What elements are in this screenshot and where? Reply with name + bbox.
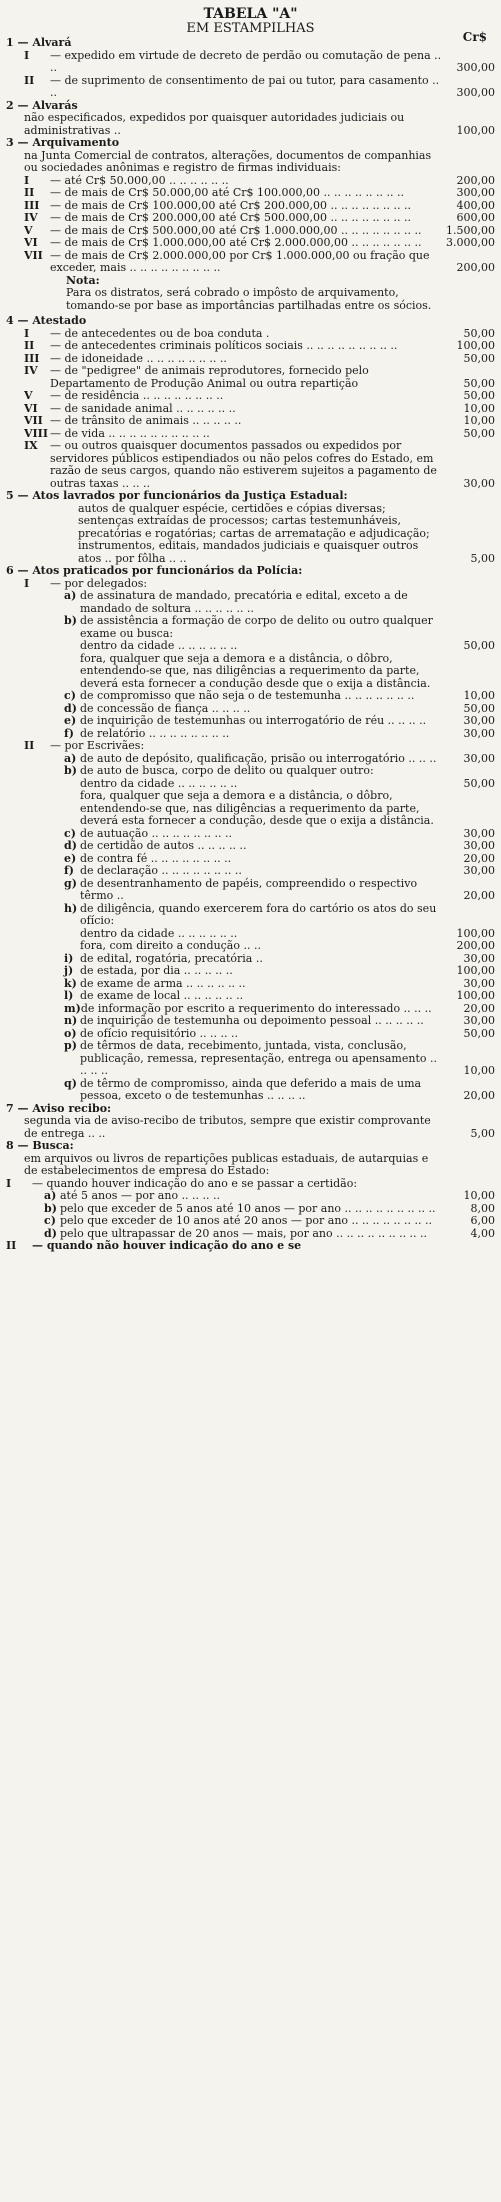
note-label: Nota: (66, 273, 100, 287)
item-text: — de vida .. .. .. .. .. .. .. .. .. .. (50, 426, 210, 440)
item-value: 30,00 (463, 839, 495, 852)
item-letter: c) (64, 826, 76, 840)
item-value: 30,00 (463, 864, 495, 877)
item-text: — ou outros quaisquer documentos passados ou expedidos por servidores públicos estipendiados ou não pelos cofres do Estado, em razão de seus cargos, quando não estiverem sujeitos a pagamento de outras taxas .. .. .. (50, 439, 437, 490)
note-block (6, 275, 495, 313)
section-2-heading: 2 — Alvarás (6, 98, 78, 112)
item-value: 5,00 (470, 551, 495, 565)
roman-numeral: III (24, 351, 40, 365)
item-row (6, 615, 495, 640)
item-letter: a) (44, 1189, 57, 1202)
item-text: não especificados, expedidos por quaisquer autoridades judiciais ou administrativas .. (24, 111, 405, 137)
roman-numeral: VI (24, 236, 38, 249)
item-letter: h) (64, 901, 78, 915)
item-text: — de sanidade animal .. .. .. .. .. .. (50, 401, 236, 415)
item-value: 30,00 (463, 976, 495, 990)
item-text: até 5 anos — por ano .. .. .. .. (60, 1189, 221, 1202)
item-text: de edital, rogatória, precatória .. (80, 951, 263, 965)
item-text: — de suprimento de consentimento de pai ou tutor, para casamento .. .. (50, 73, 440, 99)
roman-numeral: V (24, 389, 33, 402)
item-row (6, 440, 495, 490)
item-value: 20,00 (463, 889, 495, 902)
item-letter: d) (64, 701, 77, 715)
item-text: de têrmos de data, recebimento, juntada, vista, conclusão, publicação, remessa, representação, entrega ou apensamento .. .. .. .. (80, 1039, 437, 1077)
subsection-heading: — por Escrivães: (50, 739, 145, 752)
subsection-heading: — por delegados: (50, 576, 148, 590)
item-text: autos de qualquer espécie, certidões e cópias diversas; sentenças extraídas de processos; cartas testemunháveis, precatórias e rogatórias; cartas de arrematação e adjudicação; instrumentos, editais, mandados judiciais e quaisquer outros atos .. por fôlha .. .. (78, 501, 430, 565)
item-value: 4,00 (470, 1226, 495, 1240)
item-letter: f) (64, 726, 74, 740)
item-text: de informação por escrito a requerimento do interessado .. .. .. (80, 1001, 432, 1015)
item-row (6, 340, 495, 353)
section-8-intro: em arquivos ou livros de repartições publicas estaduais, de autarquias e de estabelecimentos de empresa do Estado: (24, 1151, 429, 1177)
item-text: — até Cr$ 50.000,00 .. .. .. .. .. .. (50, 173, 229, 187)
item-letter: b) (64, 764, 77, 777)
section-1-item (6, 75, 495, 100)
item-row (6, 840, 495, 853)
item-text: de assinatura de mandado, precatória e edital, exceto a de mandado de soltura .. .. .. .. .. .. (80, 589, 408, 615)
item-letter: c) (44, 1214, 56, 1227)
item-text: de diligência, quando exercerem fora do cartório os atos do seu ofício: (80, 901, 437, 927)
item-value: 50,00 (463, 701, 495, 715)
item-value: 50,00 (463, 389, 495, 402)
item-row (6, 590, 495, 615)
section-3-heading: 3 — Arquivamento (6, 136, 120, 149)
section-6-heading: 6 — Atos praticados por funcionários da Polícia: (6, 564, 303, 577)
section-5-heading: 5 — Atos lavrados por funcionários da Justiça Estadual: (6, 489, 348, 502)
item-value: 100,00 (456, 339, 495, 352)
item-row (6, 250, 495, 275)
roman-numeral: II (24, 186, 35, 199)
section-2-item (6, 112, 495, 137)
item-text: de inquirição de testemunha ou depoimento pessoal .. .. .. .. .. (80, 1014, 424, 1027)
item-letter: n) (64, 1014, 78, 1027)
roman-numeral: II (24, 739, 35, 752)
item-value: 50,00 (463, 326, 495, 340)
item-letter: c) (64, 689, 76, 702)
item-text: de têrmo de compromisso, ainda que deferido a mais de uma pessoa, exceto o de testemunhas .. .. .. .. (80, 1076, 422, 1102)
section-1-item (6, 50, 495, 75)
item-letter: l) (64, 989, 74, 1002)
item-row (6, 187, 495, 200)
item-value: 100,00 (456, 989, 495, 1002)
item-value: 20,00 (463, 1001, 495, 1015)
roman-numeral: I (24, 173, 30, 187)
section-7-heading: 7 — Aviso recibo: (6, 1101, 112, 1115)
item-text: — de mais de Cr$ 50.000,00 até Cr$ 100.000,00 .. .. .. .. .. .. .. .. (50, 186, 404, 199)
item-value: 30,00 (463, 1014, 495, 1027)
item-text: fora, com direito a condução .. .. (80, 939, 261, 952)
subsection-without-year (6, 1240, 495, 1253)
item-value: 50,00 (463, 426, 495, 440)
item-text: de desentranhamento de papéis, compreendido o respectivo têrmo .. (80, 876, 418, 902)
item-value: 200,00 (456, 939, 495, 952)
roman-numeral: II (6, 1239, 17, 1252)
item-letter: p) (64, 1039, 77, 1052)
item-text: pelo que exceder de 5 anos até 10 anos — por ano .. .. .. .. .. .. .. .. .. (60, 1201, 436, 1215)
item-row (6, 990, 495, 1003)
item-value: 20,00 (463, 1089, 495, 1102)
item-text: de concessão de fiança .. .. .. .. (80, 701, 251, 715)
roman-numeral: IX (24, 439, 38, 452)
item-value: 10,00 (463, 414, 495, 427)
item-value: 8,00 (470, 1201, 495, 1215)
item-letter: a) (64, 751, 77, 765)
item-text: de auto de depósito, qualificação, prisão ou interrogatório .. .. .. (80, 751, 437, 765)
item-value: 10,00 (463, 689, 495, 702)
item-text: — expedido em virtude de decreto de perdão ou comutação de pena .. .. (50, 48, 442, 74)
item-text: de ofício requisitório .. .. .. .. (80, 1026, 239, 1040)
subsection-heading: — quando não houver indicação do ano e se (32, 1239, 302, 1252)
item-text: de assistência a formação de corpo de delito ou outro qualquer exame ou busca: (80, 614, 433, 640)
item-value: 100,00 (456, 926, 495, 940)
item-value: 30,00 (463, 951, 495, 965)
roman-numeral: II (24, 73, 35, 87)
roman-numeral: VII (24, 414, 43, 427)
item-text: — de residência .. .. .. .. .. .. .. .. (50, 389, 224, 402)
item-value: 10,00 (463, 1189, 495, 1202)
item-value: 10,00 (463, 401, 495, 415)
item-value: 100,00 (456, 964, 495, 977)
item-value: 30,00 (463, 826, 495, 840)
item-letter: k) (64, 976, 77, 990)
item-row (6, 1190, 495, 1203)
section-4-heading: 4 — Atestado (6, 314, 87, 327)
item-letter: q) (64, 1076, 77, 1090)
item-row (6, 940, 495, 953)
item-text: — de mais de Cr$ 2.000.000,00 por Cr$ 1.000.000,00 ou fração que exceder, mais .. .. .. .. .. .. .. .. .. (50, 248, 430, 274)
item-row (6, 690, 495, 703)
item-value: 400,00 (456, 198, 495, 212)
item-text: — de antecedentes ou de boa conduta . (50, 326, 270, 340)
item-value: 200,00 (456, 261, 495, 274)
item-value: 1.500,00 (446, 223, 495, 237)
item-letter: b) (44, 1201, 57, 1215)
item-text: — de mais de Cr$ 200.000,00 até Cr$ 500.000,00 .. .. .. .. .. .. .. .. (50, 211, 411, 224)
section-7-item (6, 1115, 495, 1140)
section-5-item (6, 503, 495, 566)
item-value: 10,00 (463, 1064, 495, 1077)
item-value: 3.000,00 (446, 236, 495, 249)
item-text: — de trânsito de animais .. .. .. .. .. (50, 414, 242, 427)
item-letter: o) (64, 1026, 77, 1040)
roman-numeral: I (6, 1176, 12, 1190)
item-value: 300,00 (456, 61, 495, 74)
item-row (6, 415, 495, 428)
roman-numeral: III (24, 198, 40, 212)
item-text: fora, qualquer que seja a demora e a distância, o dôbro, entendendo-se que, nas diligências a requerimento da parte, deverá esta fornecer a condução desde que o exija a distância. (80, 651, 431, 690)
item-letter: d) (44, 1226, 57, 1240)
item-text: — de antecedentes criminais políticos sociais .. .. .. .. .. .. .. .. .. (50, 339, 398, 352)
item-row (6, 865, 495, 878)
item-text: de inquirição de testemunhas ou interrogatório de réu .. .. .. .. (80, 714, 427, 727)
item-text: pelo que ultrapassar de 20 anos — mais, por ano .. .. .. .. .. .. .. .. .. (60, 1226, 428, 1240)
item-text: — de mais de Cr$ 100.000,00 até Cr$ 200.000,00 .. .. .. .. .. .. .. .. (50, 198, 411, 212)
item-value: 30,00 (463, 751, 495, 765)
table-subtitle: EM ESTAMPILHAS (186, 20, 315, 36)
item-value: 50,00 (463, 351, 495, 365)
item-text: de certidão de autos .. .. .. .. .. (80, 839, 247, 852)
subsection-heading: — quando houver indicação do ano e se passar a certidão: (32, 1176, 358, 1190)
item-letter: e) (64, 714, 77, 727)
item-text: — de "pedigree" de animais reprodutores, fornecido pelo Departamento de Produção Animal ou outra repartição (50, 364, 369, 390)
item-letter: g) (64, 876, 77, 890)
item-row (6, 212, 495, 225)
item-text: de relatório .. .. .. .. .. .. .. .. (80, 726, 230, 740)
item-value: 300,00 (456, 186, 495, 199)
item-row (6, 715, 495, 728)
item-row (6, 878, 495, 903)
currency-header: Cr$ (462, 30, 487, 44)
item-value: 300,00 (456, 86, 495, 99)
item-text: de exame de arma .. .. .. .. .. .. (80, 976, 246, 990)
roman-numeral: VII (24, 248, 43, 262)
item-text: segunda via de aviso-recibo de tributos, sempre que existir comprovante de entrega .. .. (24, 1114, 431, 1140)
section-1-heading: 1 — Alvará (6, 36, 72, 49)
item-text: de contra fé .. .. .. .. .. .. .. .. (80, 851, 232, 865)
note-text: Para os distratos, será cobrado o impôsto de arquivamento, tomando-se por base as importâncias partilhadas entre os sócios. (66, 286, 432, 312)
item-value: 30,00 (463, 476, 495, 490)
item-text: de autuação .. .. .. .. .. .. .. .. (80, 826, 233, 840)
item-row (6, 640, 495, 653)
item-value: 50,00 (463, 1026, 495, 1040)
item-row (6, 765, 495, 778)
item-letter: a) (64, 589, 77, 602)
item-value: 20,00 (463, 851, 495, 865)
item-letter: b) (64, 614, 77, 627)
roman-numeral: VIII (24, 426, 48, 440)
section-8-heading: 8 — Busca: (6, 1139, 74, 1152)
item-letter: d) (64, 839, 77, 852)
item-text: dentro da cidade .. .. .. .. .. .. (80, 776, 238, 790)
item-value: 30,00 (463, 726, 495, 740)
item-text: de auto de busca, corpo de delito ou qualquer outro: (80, 764, 374, 777)
item-text: de exame de local .. .. .. .. .. .. (80, 989, 244, 1002)
item-text: — de mais de Cr$ 1.000.000,00 até Cr$ 2.000.000,00 .. .. .. .. .. .. .. (50, 236, 422, 249)
item-value: 50,00 (463, 639, 495, 652)
section-3-intro: na Junta Comercial de contratos, alterações, documentos de companhias ou sociedades anônimas e registro de firmas individuais: (24, 148, 432, 174)
roman-numeral: IV (24, 211, 38, 224)
roman-numeral: IV (24, 364, 38, 377)
item-text: — de idoneidade .. .. .. .. .. .. .. .. (50, 351, 227, 365)
item-row (6, 1215, 495, 1228)
subsection-escrivaes (6, 740, 495, 753)
item-value: 30,00 (463, 714, 495, 727)
item-letter: m) (64, 1001, 81, 1015)
item-letter: j) (64, 964, 74, 977)
item-letter: f) (64, 864, 74, 877)
item-value: 200,00 (456, 173, 495, 187)
item-text: pelo que exceder de 10 anos até 20 anos — por ano .. .. .. .. .. .. .. .. (60, 1214, 432, 1227)
item-row (6, 1078, 495, 1103)
item-letter: i) (64, 951, 74, 965)
table-title: TABELA "A" (203, 6, 298, 22)
item-value: 50,00 (463, 776, 495, 790)
item-row (6, 390, 495, 403)
item-row (6, 1040, 495, 1078)
item-row (6, 965, 495, 978)
item-value: 5,00 (470, 1126, 495, 1140)
item-text: de declaração .. .. .. .. .. .. .. .. (80, 864, 242, 877)
item-value: 100,00 (456, 123, 495, 137)
roman-numeral: II (24, 339, 35, 352)
roman-numeral: V (24, 223, 33, 237)
item-row (6, 365, 495, 390)
item-value: 50,00 (463, 376, 495, 390)
roman-numeral: I (24, 576, 30, 590)
item-text: dentro da cidade .. .. .. .. .. .. (80, 639, 238, 652)
item-row (6, 1015, 495, 1028)
item-letter: e) (64, 851, 77, 865)
roman-numeral: VI (24, 401, 38, 415)
item-row (6, 903, 495, 928)
item-text: fora, qualquer que seja a demora e a distância, o dôbro, entendendo-se que, nas diligências a requerimento da parte, deverá esta fornecer a condução, desde que o exija a distância. (80, 789, 434, 827)
item-value: 6,00 (470, 1214, 495, 1227)
item-text: de compromisso que não seja o de testemunha .. .. .. .. .. .. .. (80, 689, 415, 702)
item-text: de estada, por dia .. .. .. .. .. (80, 964, 233, 977)
item-row (6, 237, 495, 250)
roman-numeral: I (24, 48, 30, 62)
item-text: — de mais de Cr$ 500.000,00 até Cr$ 1.000.000,00 .. .. .. .. .. .. .. .. (50, 223, 422, 237)
item-text: dentro da cidade .. .. .. .. .. .. (80, 926, 238, 940)
roman-numeral: I (24, 326, 30, 340)
item-value: 600,00 (456, 211, 495, 224)
